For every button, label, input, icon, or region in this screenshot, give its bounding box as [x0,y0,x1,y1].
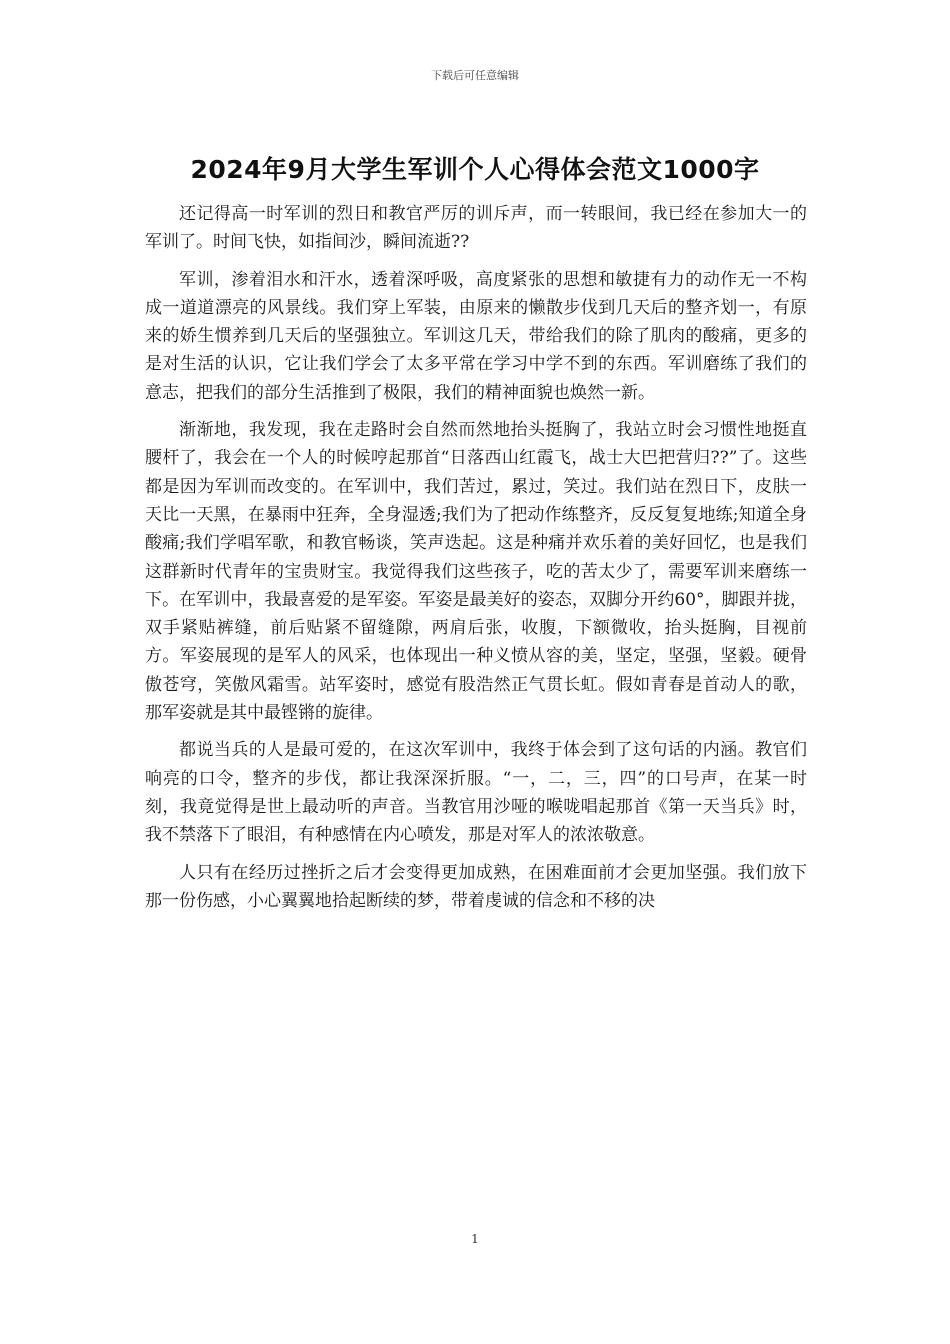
page-number: 1 [471,1232,479,1246]
paragraph: 军训，渗着泪水和汗水，透着深呼吸，高度紧张的思想和敏捷有力的动作无一不构成一道道漂亮的风景线。我们穿上军装，由原来的懒散步伐到几天后的整齐划一，有原来的娇生惯养到几天后的坚强独立。军训这几天，带给我们的除了肌肉的酸痛，更多的是对生活的认识，它让我们学会了太多平常在学习中学不到的东西。军训磨练了我们的意志，把我们的部分生活推到了极限，我们的精神面貌也焕然一新。 [145,269,807,403]
document-body [145,200,807,915]
document-title: 2024年9月大学生军训个人心得体会范文1000字 [190,155,760,184]
paragraph: 都说当兵的人是最可爱的，在这次军训中，我终于体会到了这句话的内涵。教官们响亮的口令，整齐的步伐，都让我深深折服。“一，二，三，四”的口号声，在某一时刻，我竟觉得是世上最动听的声音。当教官用沙哑的喉咙唱起那首《第一天当兵》时，我不禁落下了眼泪，有种感情在内心喷发，那是对军人的浓浓敬意。 [145,740,807,846]
paragraph: 渐渐地，我发现，我在走路时会自然而然地抬头挺胸了，我站立时会习惯性地挺直腰杆了，我会在一个人的时候哼起那首“日落西山红霞飞，战士大巴把营归??”了。这些都是因为军训而改变的。在军训中，我们苦过，累过，笑过。我们站在烈日下，皮肤一天比一天黑，在暴雨中狂奔，全身湿透;我们为了把动作练整齐，反反复复地练;知道全身酸痛;我们学唱军歌，和教官畅谈，笑声迭起。这是种痛并欢乐着的美好回忆，也是我们这群新时代青年的宝贵财宝。我觉得我们这些孩子，吃的苦太少了，需要军训来磨练一下。在军训中，我最喜爱的是军姿。军姿是最美好的姿态，双脚分开约60°，脚跟并拢，双手紧贴裤缝，前后贴紧不留缝隙，两肩后张，收腹，下额微收，抬头挺胸，目视前方。军姿展现的是军人的风采，也体现出一种义愤从容的美，坚定，坚强，坚毅。硬骨傲苍穹，笑傲风霜雪。站军姿时，感觉有股浩然正气贯长虹。假如青春是首动人的歌，那军姿就是其中最铿锵的旋律。 [145,420,807,724]
paragraph: 还记得高一时军训的烈日和教官严厉的训斥声，而一转眼间，我已经在参加大一的军训了。时间飞快，如指间沙，瞬间流逝?? [145,204,807,253]
paragraph: 人只有在经历过挫折之后才会变得更加成熟，在困难面前才会更加坚强。我们放下那一份伤感，小心翼翼地拾起断续的梦，带着虔诚的信念和不移的决 [145,862,807,911]
header-note: 下载后可任意编辑 [431,69,519,82]
